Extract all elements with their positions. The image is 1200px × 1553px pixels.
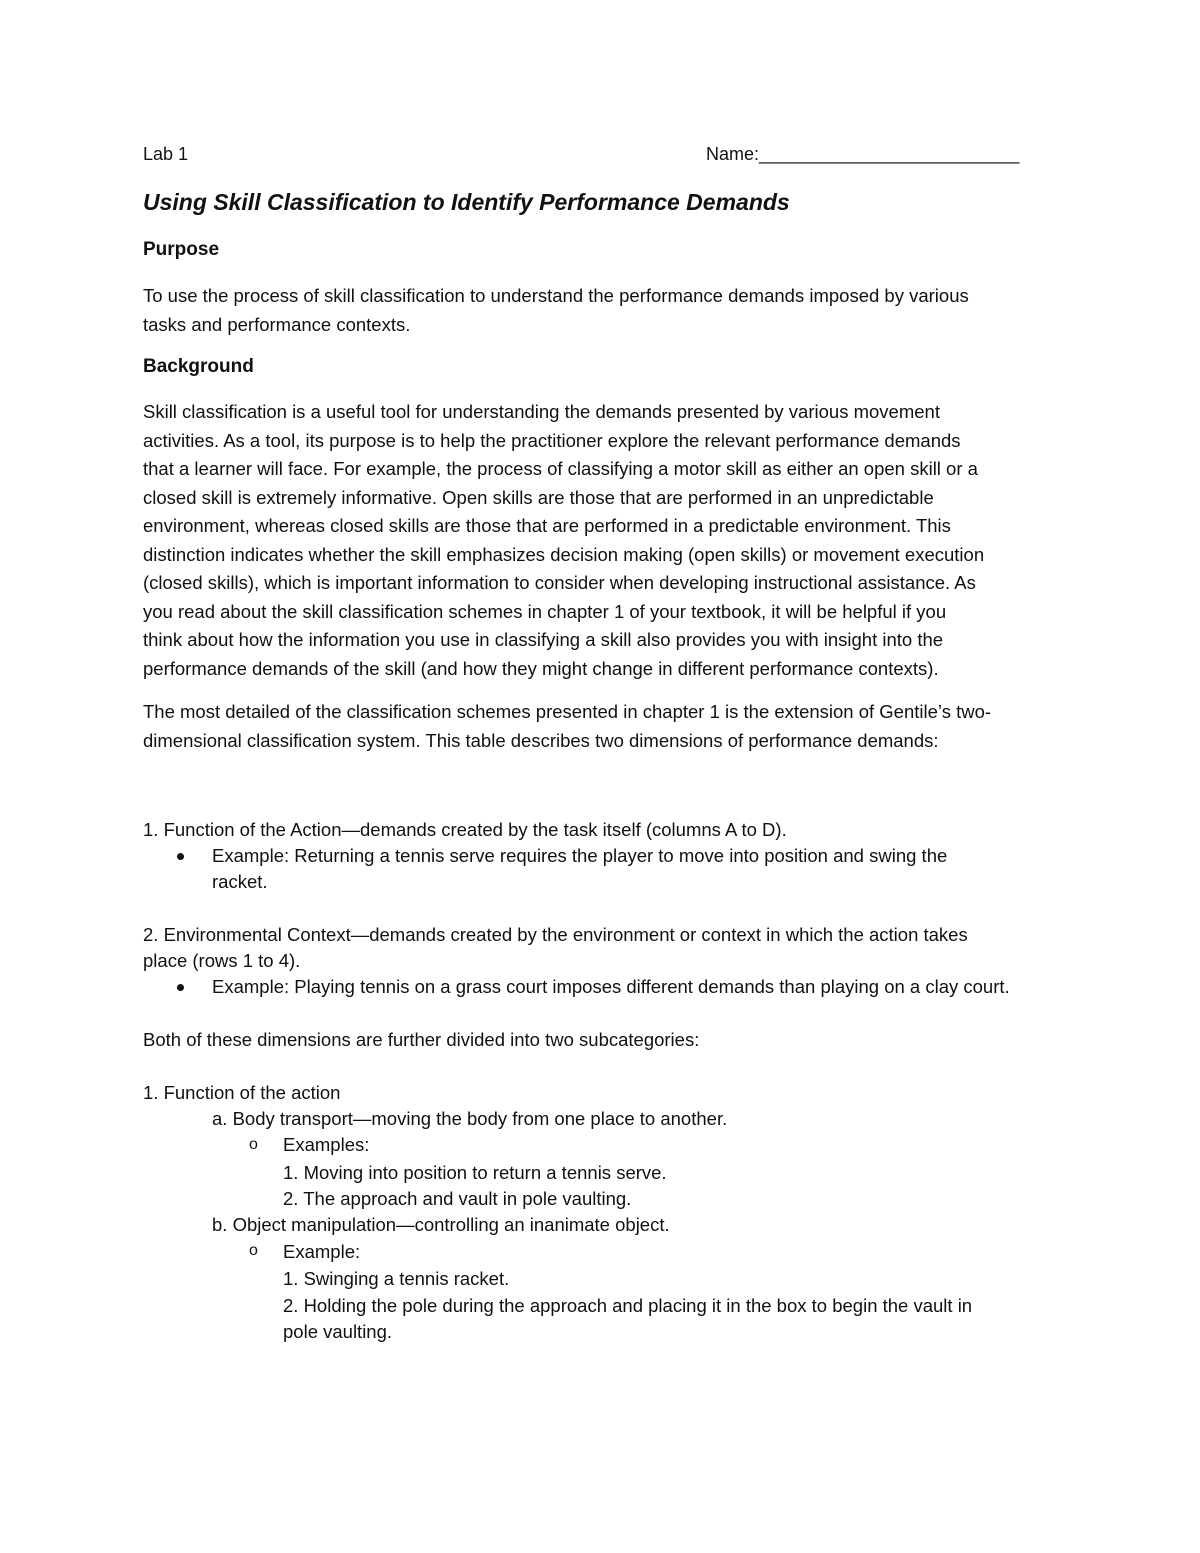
example-item: 1. Moving into position to return a tennis serve. bbox=[283, 1162, 667, 1183]
purpose-heading: Purpose bbox=[143, 239, 220, 260]
dimension-2: 2. Environmental Context—demands created by the environment or context in which the action takes bbox=[143, 924, 968, 945]
dimension-2-example: Example: Playing tennis on a grass court imposes different demands than playing on a clay court. bbox=[212, 976, 1010, 997]
bullet-icon bbox=[177, 984, 184, 991]
paragraph-line: The most detailed of the classification schemes presented in chapter 1 is the extension of Gentile’s two- bbox=[143, 701, 992, 722]
subcategory-heading: 1. Function of the action bbox=[143, 1082, 341, 1103]
circle-bullet-icon: o bbox=[249, 1136, 258, 1153]
subcategory-b: b. Object manipulation—controlling an inanimate object. bbox=[212, 1214, 670, 1235]
paragraph-line: distinction indicates whether the skill emphasizes decision making (open skills) or movement execution bbox=[143, 543, 985, 565]
lab-label: Lab 1 bbox=[143, 144, 189, 164]
purpose-line: To use the process of skill classification to understand the performance demands imposed by various bbox=[143, 285, 969, 306]
paragraph-line: dimensional classification system. This table describes two dimensions of performance demands: bbox=[143, 729, 939, 751]
background-paragraph-1 bbox=[143, 398, 1063, 683]
paragraph-line: Skill classification is a useful tool for understanding the demands presented by various movement bbox=[143, 401, 940, 422]
examples-label: Examples: bbox=[283, 1134, 370, 1155]
subcategory-a: a. Body transport—moving the body from one place to another. bbox=[212, 1108, 728, 1129]
name-field-label: Name:__________________________ bbox=[706, 144, 1020, 164]
dimension-1: 1. Function of the Action—demands created by the task itself (columns A to D). bbox=[143, 819, 787, 840]
paragraph-line: closed skill is extremely informative. Open skills are those that are performed in an unpredictable bbox=[143, 486, 934, 508]
paragraph-line: that a learner will face. For example, the process of classifying a motor skill as either an open skill or a bbox=[143, 458, 978, 479]
dimension-1-example: racket. bbox=[212, 871, 268, 892]
background-paragraph-2 bbox=[143, 698, 1063, 755]
paragraph-line: (closed skills), which is important information to consider when developing instructional assistance. As bbox=[143, 572, 976, 593]
circle-bullet-icon: o bbox=[249, 1242, 258, 1259]
example-item: 2. Holding the pole during the approach and placing it in the box to begin the vault in bbox=[283, 1295, 973, 1316]
bullet-icon bbox=[177, 853, 184, 860]
dimension-1-example: Example: Returning a tennis serve requires the player to move into position and swing the bbox=[212, 845, 948, 866]
paragraph-line: environment, whereas closed skills are those that are performed in a predictable environment. This bbox=[143, 515, 951, 536]
dimension-2: place (rows 1 to 4). bbox=[143, 950, 301, 971]
paragraph-line: performance demands of the skill (and how they might change in different performance contexts). bbox=[143, 657, 939, 679]
subcategories-intro: Both of these dimensions are further divided into two subcategories: bbox=[143, 1029, 700, 1050]
document-title: Using Skill Classification to Identify Performance Demands bbox=[143, 189, 790, 215]
examples-label: Example: bbox=[283, 1241, 361, 1262]
paragraph-line: think about how the information you use in classifying a skill also provides you with insight into the bbox=[143, 629, 944, 650]
paragraph-line: you read about the skill classification schemes in chapter 1 of your textbook, it will be helpful if you bbox=[143, 600, 947, 622]
purpose-line: tasks and performance contexts. bbox=[143, 313, 411, 335]
example-item: 2. The approach and vault in pole vaulting. bbox=[283, 1188, 632, 1209]
purpose-paragraph bbox=[143, 282, 1063, 339]
example-item: pole vaulting. bbox=[283, 1321, 393, 1342]
example-item: 1. Swinging a tennis racket. bbox=[283, 1268, 510, 1289]
background-heading: Background bbox=[143, 356, 254, 377]
paragraph-line: activities. As a tool, its purpose is to help the practitioner explore the relevant performance demands bbox=[143, 429, 961, 451]
